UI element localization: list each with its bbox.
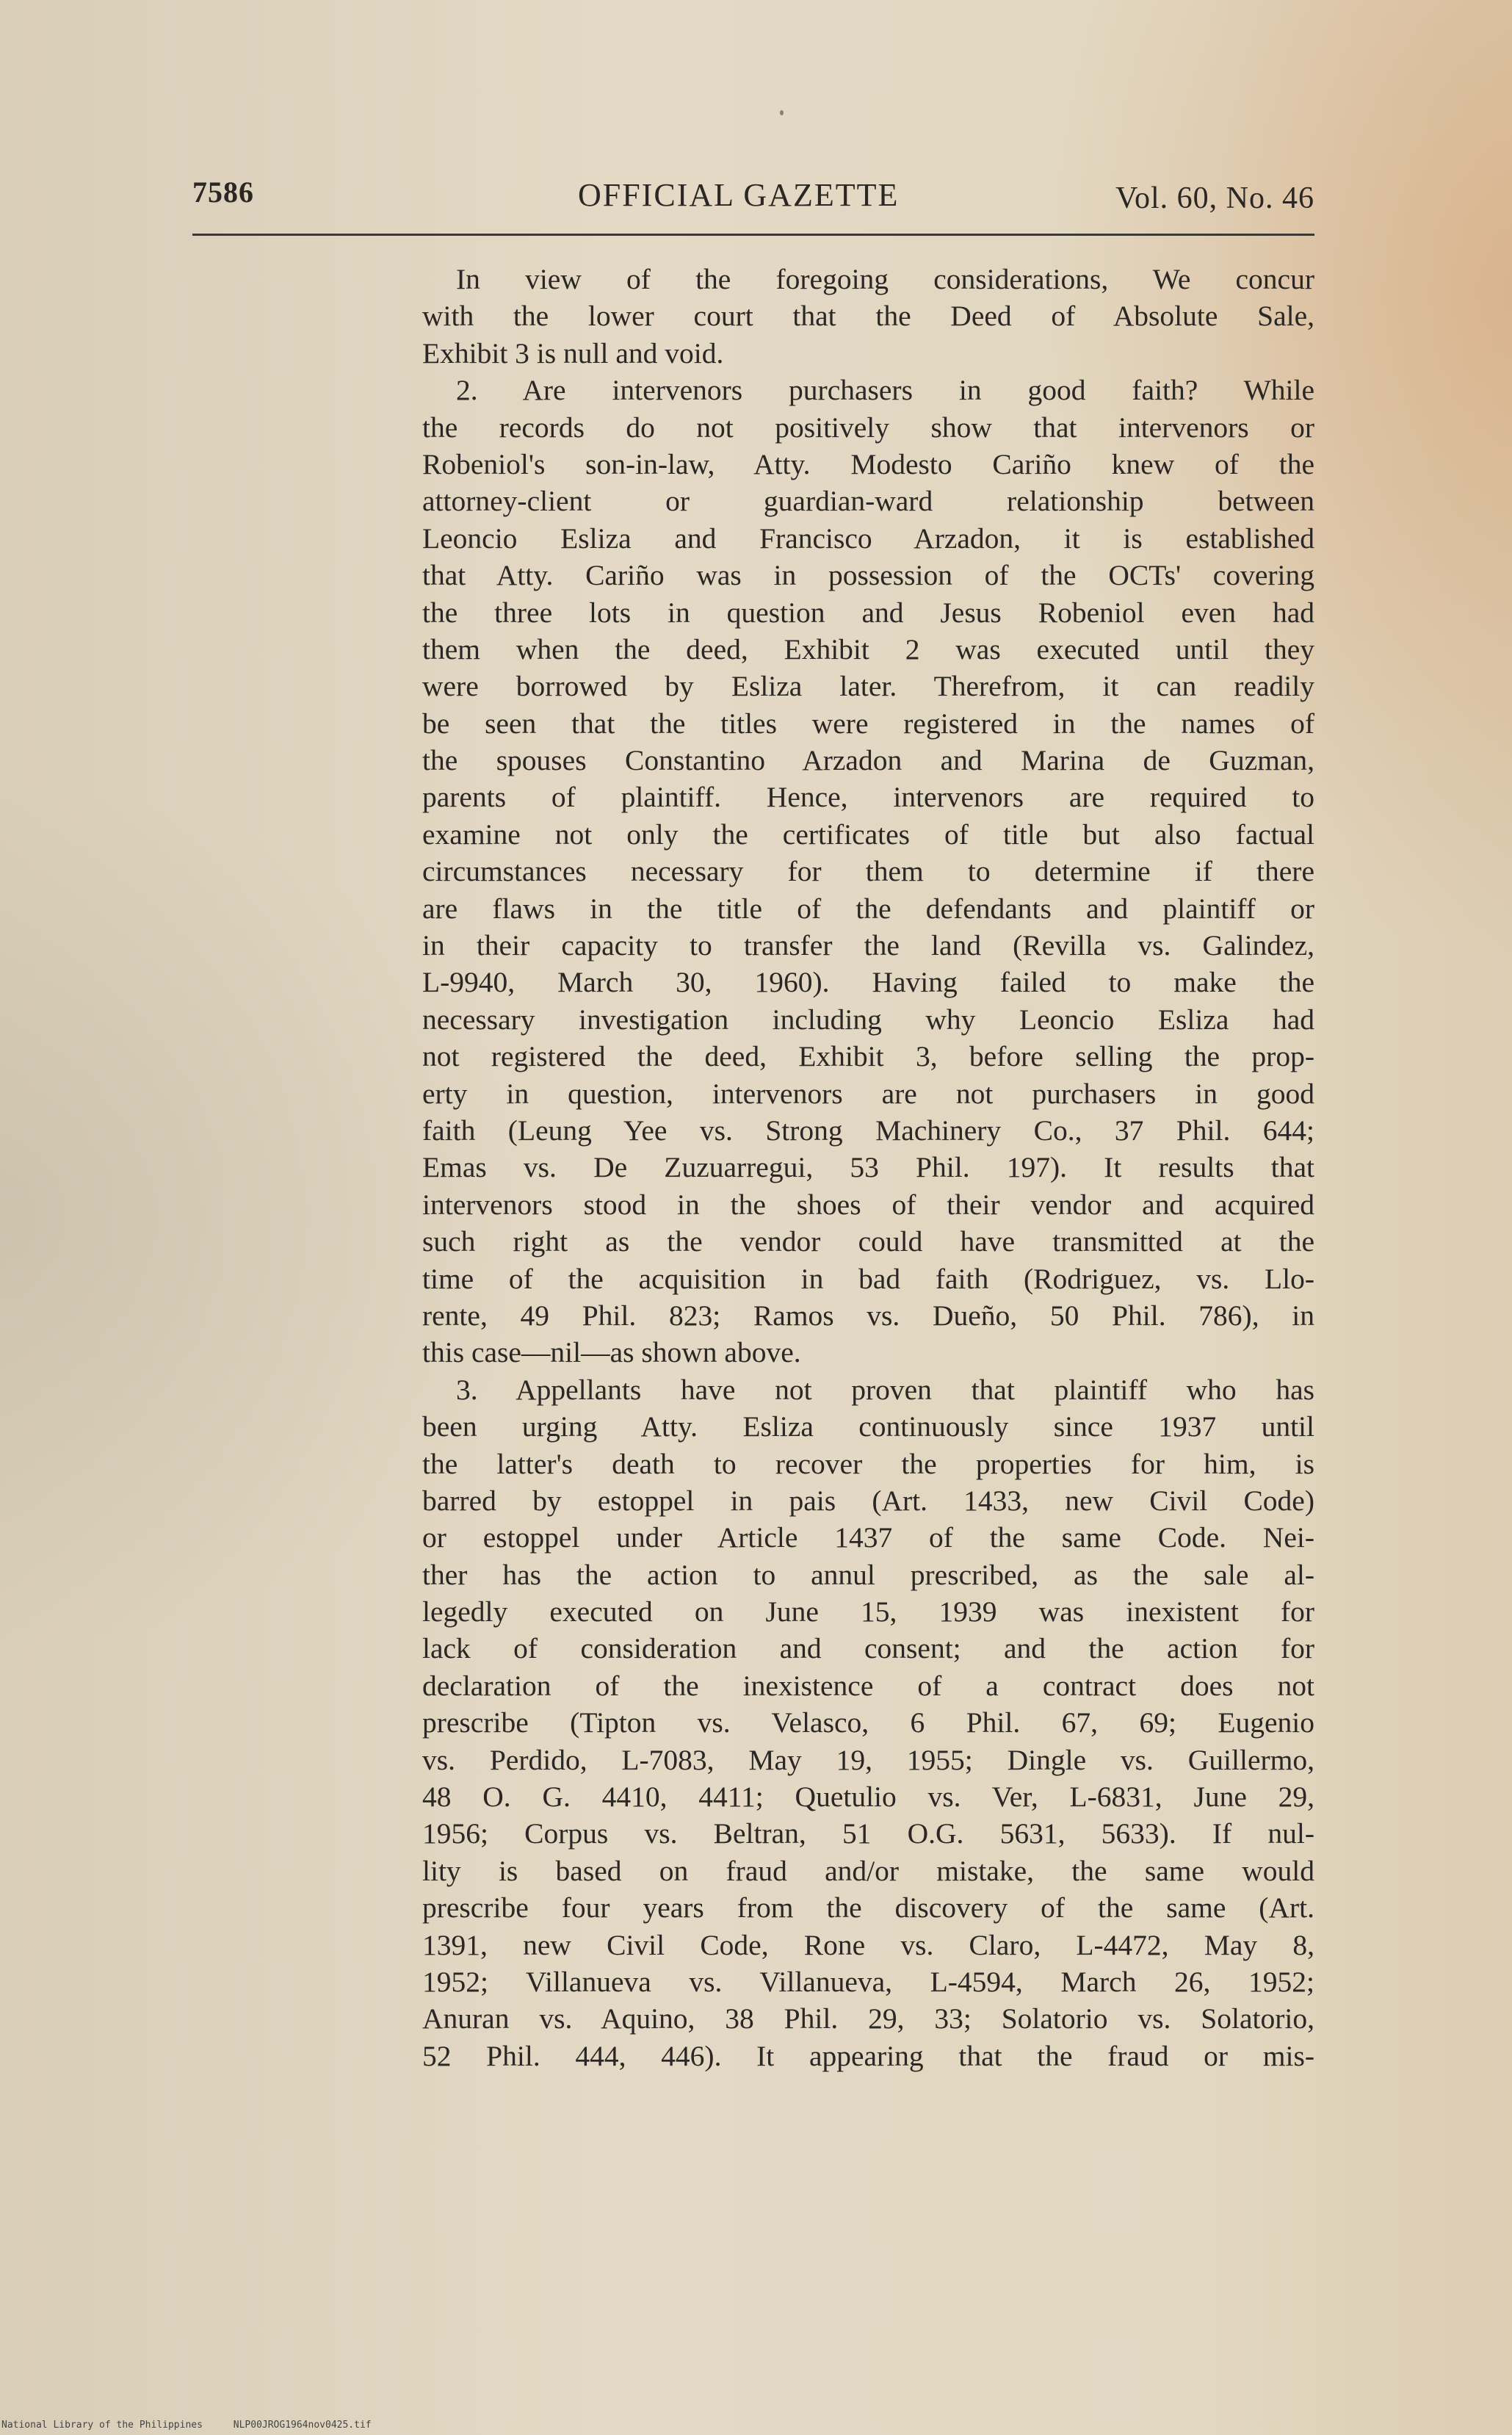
body-text xyxy=(422,261,1314,2074)
text-line: 1956; Corpus vs. Beltran, 51 O.G. 5631, 5633). If nul- xyxy=(422,1817,1314,1850)
page-number: 7586 xyxy=(192,176,254,209)
text-line: the three lots in question and Jesus Robeniol even had xyxy=(422,596,1314,629)
text-line: such right as the vendor could have transmitted at the xyxy=(422,1225,1314,1258)
text-line: prescribe four years from the discovery of the same (Art. xyxy=(422,1891,1314,1924)
text-line: attorney-client or guardian-ward relationship between xyxy=(422,485,1314,518)
text-line: Exhibit 3 is null and void. xyxy=(422,336,724,369)
text-line: Emas vs. De Zuzuarregui, 53 Phil. 197). It results that xyxy=(422,1151,1314,1184)
text-line: In view of the foregoing considerations, We concur xyxy=(456,263,1314,295)
text-line: Leoncio Esliza and Francisco Arzadon, it is established xyxy=(422,522,1314,555)
text-line: 1391, new Civil Code, Rone vs. Claro, L-4472, May 8, xyxy=(422,1928,1314,1961)
text-line: been urging Atty. Esliza continuously since 1937 until xyxy=(422,1410,1314,1443)
text-line: Robeniol's son-in-law, Atty. Modesto Cariño knew of the xyxy=(422,447,1314,480)
text-line: them when the deed, Exhibit 2 was executed until they xyxy=(422,632,1314,665)
text-line: or estoppel under Article 1437 of the same Code. Nei- xyxy=(422,1521,1314,1554)
text-line: 48 O. G. 4410, 4411; Quetulio vs. Ver, L-6831, June 29, xyxy=(422,1781,1314,1814)
text-line: lack of consideration and consent; and the action for xyxy=(422,1632,1314,1665)
text-line: 52 Phil. 444, 446). It appearing that the fraud or mis- xyxy=(422,2039,1314,2072)
paragraph xyxy=(422,261,1314,372)
text-line: 2. Are intervenors purchasers in good faith? While xyxy=(456,374,1314,407)
text-line: circumstances necessary for them to determine if there xyxy=(422,855,1314,888)
text-line: barred by estoppel in pais (Art. 1433, new Civil Code) xyxy=(422,1484,1314,1517)
paper-speck xyxy=(780,110,784,115)
text-line: lity is based on fraud and/or mistake, the same would xyxy=(422,1854,1314,1887)
text-line: not registered the deed, Exhibit 3, before selling the prop- xyxy=(422,1040,1314,1073)
publication-title: OFFICIAL GAZETTE xyxy=(578,177,900,213)
text-line: that Atty. Cariño was in possession of the OCTs' covering xyxy=(422,559,1314,592)
text-line: necessary investigation including why Leoncio Esliza had xyxy=(422,1003,1314,1036)
text-line: are flaws in the title of the defendants and plaintiff or xyxy=(422,892,1314,925)
text-line: vs. Perdido, L-7083, May 19, 1955; Dingle vs. Guillermo, xyxy=(422,1743,1314,1776)
text-line: faith (Leung Yee vs. Strong Machinery Co., 37 Phil. 644; xyxy=(422,1114,1314,1147)
text-line: declaration of the inexistence of a contract does not xyxy=(422,1669,1314,1702)
library-credit: National Library of the Philippines xyxy=(1,2420,203,2431)
text-line: rente, 49 Phil. 823; Ramos vs. Dueño, 50 Phil. 786), in xyxy=(422,1299,1314,1332)
text-line: time of the acquisition in bad faith (Rodriguez, vs. Llo- xyxy=(422,1262,1314,1295)
page-header xyxy=(192,170,1314,222)
scan-footer xyxy=(1,2420,372,2431)
text-line: the spouses Constantino Arzadon and Marina de Guzman, xyxy=(422,744,1314,777)
text-line: be seen that the titles were registered in the names of xyxy=(422,707,1314,740)
text-line: examine not only the certificates of title but also factual xyxy=(422,818,1314,851)
text-line: this case—nil—as shown above. xyxy=(422,1336,801,1369)
text-line: in their capacity to transfer the land (Revilla vs. Galindez, xyxy=(422,929,1314,962)
header-rule xyxy=(192,234,1314,236)
text-line: prescribe (Tipton vs. Velasco, 6 Phil. 67, 69; Eugenio xyxy=(422,1706,1314,1739)
text-line: ther has the action to annul prescribed, as the sale al- xyxy=(422,1558,1314,1591)
paragraph xyxy=(422,1371,1314,2074)
text-line: 1952; Villanueva vs. Villanueva, L-4594, March 26, 1952; xyxy=(422,1965,1314,1998)
file-identifier: NLP00JROG1964nov0425.tif xyxy=(233,2420,372,2431)
paragraph xyxy=(422,372,1314,1371)
text-line: with the lower court that the Deed of Absolute Sale, xyxy=(422,300,1314,333)
text-line: 3. Appellants have not proven that plaintiff who has xyxy=(456,1373,1314,1406)
text-line: the latter's death to recover the properties for him, is xyxy=(422,1447,1314,1480)
text-line: erty in question, intervenors are not purchasers in good xyxy=(422,1077,1314,1110)
text-line: legedly executed on June 15, 1939 was inexistent for xyxy=(422,1595,1314,1628)
text-line: were borrowed by Esliza later. Therefrom, it can readily xyxy=(422,670,1314,703)
text-line: parents of plaintiff. Hence, intervenors are required to xyxy=(422,781,1314,814)
text-line: intervenors stood in the shoes of their vendor and acquired xyxy=(422,1188,1314,1221)
text-line: the records do not positively show that intervenors or xyxy=(422,411,1314,444)
text-line: Anuran vs. Aquino, 38 Phil. 29, 33; Solatorio vs. Solatorio, xyxy=(422,2002,1314,2035)
text-line: L-9940, March 30, 1960). Having failed to make the xyxy=(422,966,1314,999)
volume-number: Vol. 60, No. 46 xyxy=(1115,181,1314,215)
